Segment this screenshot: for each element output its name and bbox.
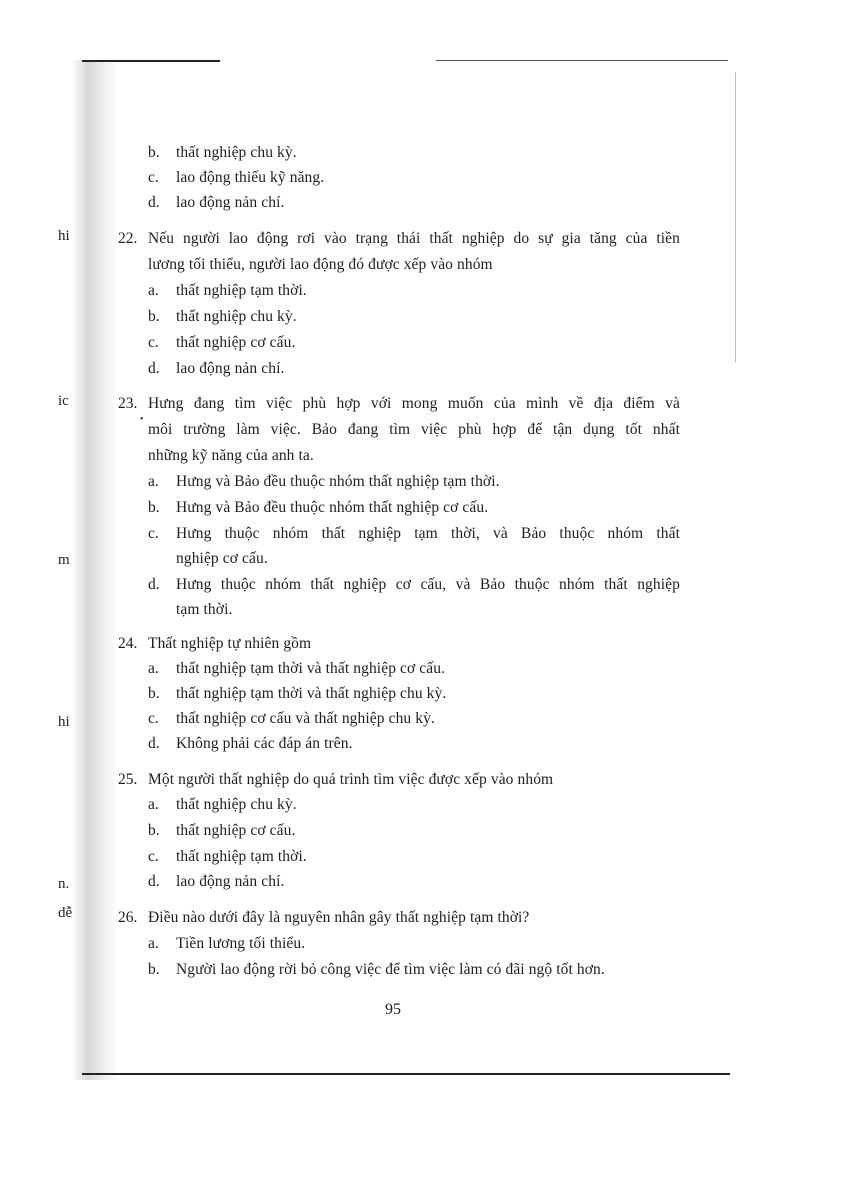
option-letter: d. <box>148 873 160 890</box>
option-letter: c. <box>148 525 159 542</box>
option-text: thất nghiệp cơ cấu. <box>176 822 296 839</box>
question-text: Thất nghiệp tự nhiên gồm <box>148 635 312 652</box>
option-letter: d. <box>148 735 160 752</box>
option-letter: b. <box>148 685 160 702</box>
right-edge-line <box>735 72 736 362</box>
question-text: Hưng đang tìm việc phù hợp với mong muốn của mình về địa điểm và <box>148 395 680 412</box>
option-text: Không phải các đáp án trên. <box>176 735 353 752</box>
question-text: Một người thất nghiệp do quá trình tìm việc được xếp vào nhóm <box>148 771 554 788</box>
option-letter: b. <box>148 144 160 161</box>
option-letter: c. <box>148 848 159 865</box>
option-letter: d. <box>148 360 160 377</box>
binding-shadow <box>72 60 118 1080</box>
question-number: 22. <box>118 230 138 247</box>
option-text: thất nghiệp tạm thời. <box>176 848 307 865</box>
question-text: những kỹ năng của anh ta. <box>148 447 314 464</box>
bottom-rule <box>82 1073 730 1075</box>
page-number: 95 <box>385 1001 401 1018</box>
option-text: thất nghiệp chu kỳ. <box>176 308 297 325</box>
margin-fragment: ic <box>58 393 69 409</box>
option-letter: b. <box>148 499 160 516</box>
option-text: lao động nản chí. <box>176 194 285 211</box>
option-letter: b. <box>148 961 160 978</box>
question-number: 24. <box>118 635 138 652</box>
option-text: lao động nản chí. <box>176 360 285 377</box>
option-text: Hưng và Bảo đều thuộc nhóm thất nghiệp cơ cấu. <box>176 499 489 516</box>
bullet-mark: • <box>140 414 144 425</box>
option-text: Hưng thuộc nhóm thất nghiệp tạm thời, và Bảo thuộc nhóm thất <box>176 525 680 542</box>
option-letter: a. <box>148 935 159 952</box>
option-text: thất nghiệp chu kỳ. <box>176 144 297 161</box>
margin-fragment: hi <box>58 228 70 244</box>
option-letter: a. <box>148 282 159 299</box>
question-text: Điều nào dưới đây là nguyên nhân gây thất nghiệp tạm thời? <box>148 909 530 926</box>
option-text: thất nghiệp cơ cấu. <box>176 334 296 351</box>
option-text: thất nghiệp cơ cấu và thất nghiệp chu kỳ. <box>176 710 435 727</box>
option-text: thất nghiệp tạm thời và thất nghiệp cơ cấu. <box>176 660 446 677</box>
option-text: thất nghiệp chu kỳ. <box>176 796 297 813</box>
option-letter: a. <box>148 473 159 490</box>
question-number: 23. <box>118 395 138 412</box>
option-letter: c. <box>148 334 159 351</box>
option-text: thất nghiệp tạm thời. <box>176 282 307 299</box>
option-text: Người lao động rời bỏ công việc để tìm việc làm có đãi ngộ tốt hơn. <box>176 961 605 978</box>
margin-fragment: n. <box>58 876 70 892</box>
margin-fragment: hi <box>58 714 70 730</box>
option-text: Hưng và Bảo đều thuộc nhóm thất nghiệp tạm thời. <box>176 473 500 490</box>
margin-fragment: m <box>58 552 70 568</box>
option-letter: c. <box>148 169 159 186</box>
margin-fragment: dễ <box>58 905 73 921</box>
option-text: lao động thiếu kỹ năng. <box>176 169 325 186</box>
option-text: lao động nản chí. <box>176 873 285 890</box>
option-letter: b. <box>148 308 160 325</box>
top-rule-right <box>436 60 728 61</box>
option-text-continued: nghiệp cơ cấu. <box>176 550 268 567</box>
option-text: Hưng thuộc nhóm thất nghiệp cơ cấu, và Bảo thuộc nhóm thất nghiệp <box>176 576 680 593</box>
question-number: 25. <box>118 771 138 788</box>
option-letter: d. <box>148 194 160 211</box>
option-letter: a. <box>148 660 159 677</box>
option-text: thất nghiệp tạm thời và thất nghiệp chu kỳ. <box>176 685 447 702</box>
option-text: Tiền lương tối thiểu. <box>176 935 306 952</box>
question-text: môi trường làm việc. Bảo đang tìm việc phù hợp để tận dụng tốt nhất <box>148 421 680 438</box>
option-letter: a. <box>148 796 159 813</box>
top-rule-left <box>82 60 220 62</box>
option-letter: b. <box>148 822 160 839</box>
question-text: lương tối thiểu, người lao động đó được xếp vào nhóm <box>148 256 493 273</box>
question-number: 26. <box>118 909 138 926</box>
question-text: Nếu người lao động rơi vào trạng thái thất nghiệp do sự gia tăng của tiền <box>148 230 680 247</box>
option-letter: d. <box>148 576 160 593</box>
option-letter: c. <box>148 710 159 727</box>
option-text-continued: tạm thời. <box>176 601 233 618</box>
